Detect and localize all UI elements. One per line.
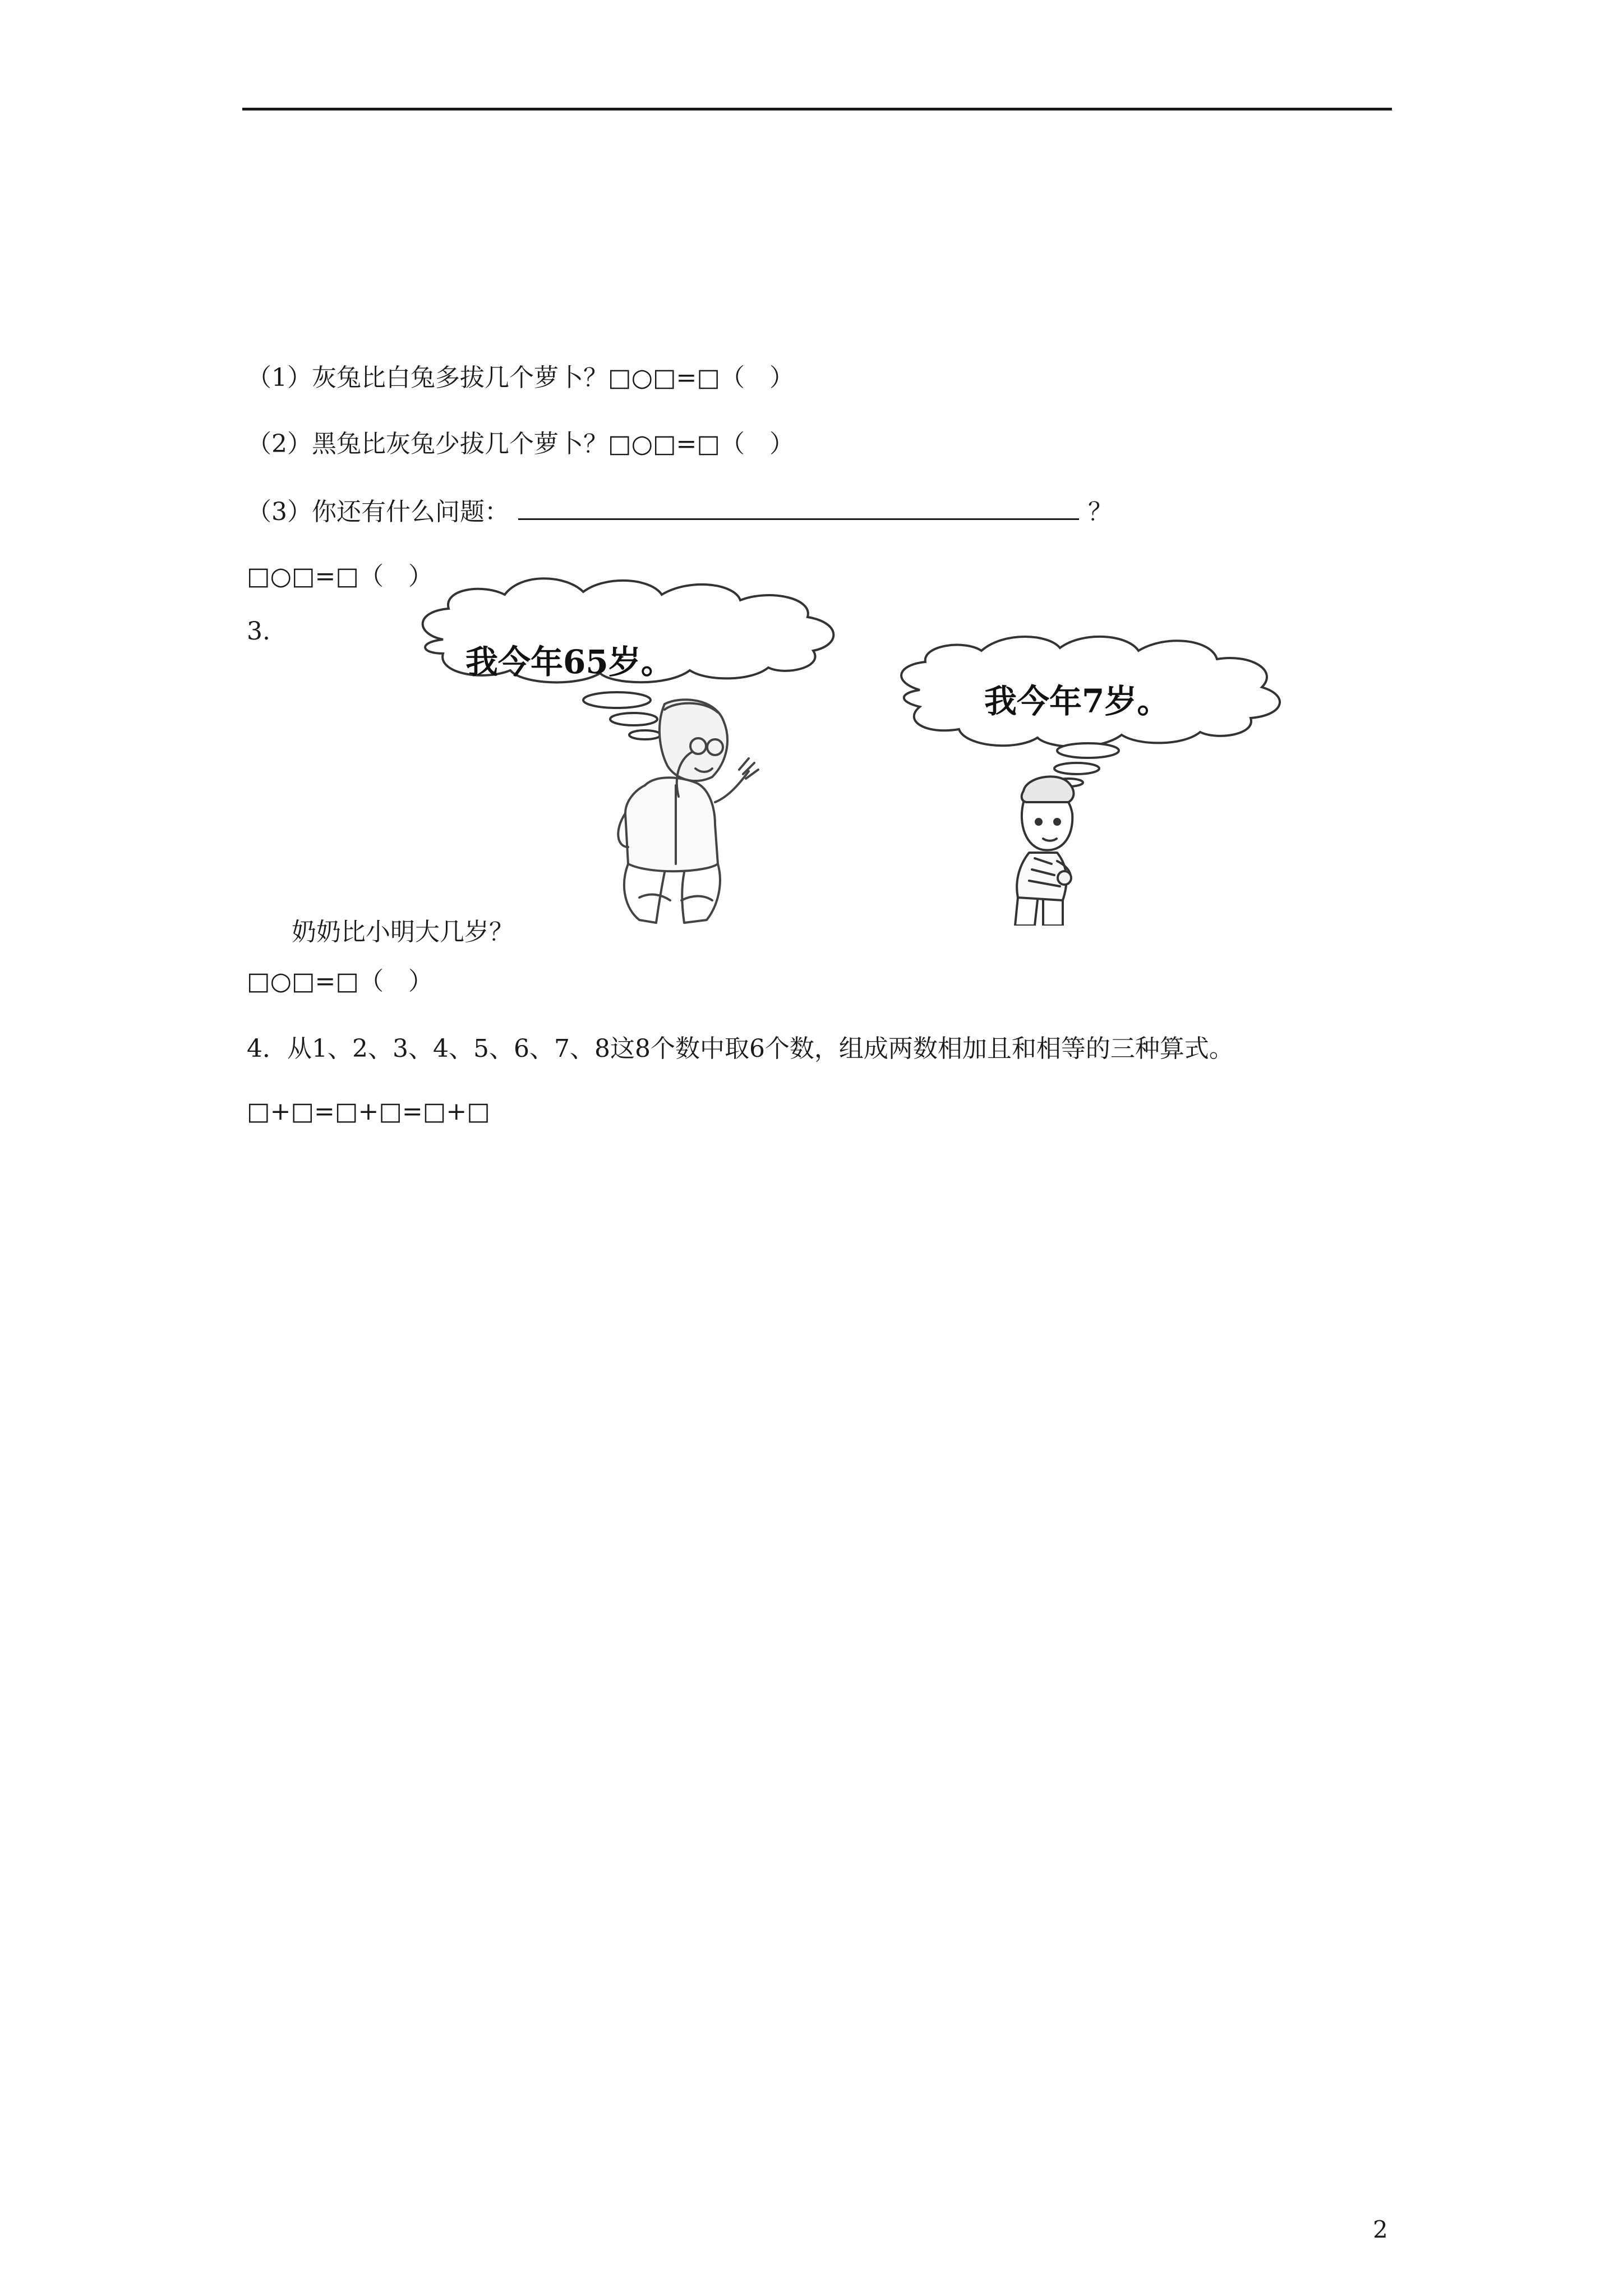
page-number: 2 (1373, 2216, 1388, 2243)
question-3-text: 奶奶比小明大几岁？ (292, 918, 514, 946)
question-2-3-formula: □○□=□（ ） (247, 562, 433, 591)
question-4-text: 4．从1、2、3、4、5、6、7、8这8个数中取6个数，组成两数相加且和相等的三种算式。 (247, 1034, 1234, 1063)
boy-figure (1015, 776, 1073, 926)
question-2-3-prefix: （3）你还有什么问题： (247, 498, 509, 526)
question-3-number: 3. (247, 617, 270, 646)
age-illustration (0, 0, 1623, 926)
question-4-formula: □+□=□+□=□+□ (247, 1097, 490, 1126)
grandma-speech-text: 我今年65岁。 (465, 643, 674, 681)
question-3-formula: □○□=□（ ） (247, 967, 433, 996)
question-2-1: （1）灰兔比白兔多拔几个萝卜？□○□=□（ ） (247, 364, 794, 392)
boy-speech-text: 我今年7岁。 (984, 682, 1170, 720)
question-2-3-suffix: ？ (1088, 498, 1113, 526)
question-2-2: （2）黑兔比灰兔少拔几个萝卜？□○□=□（ ） (247, 430, 794, 458)
